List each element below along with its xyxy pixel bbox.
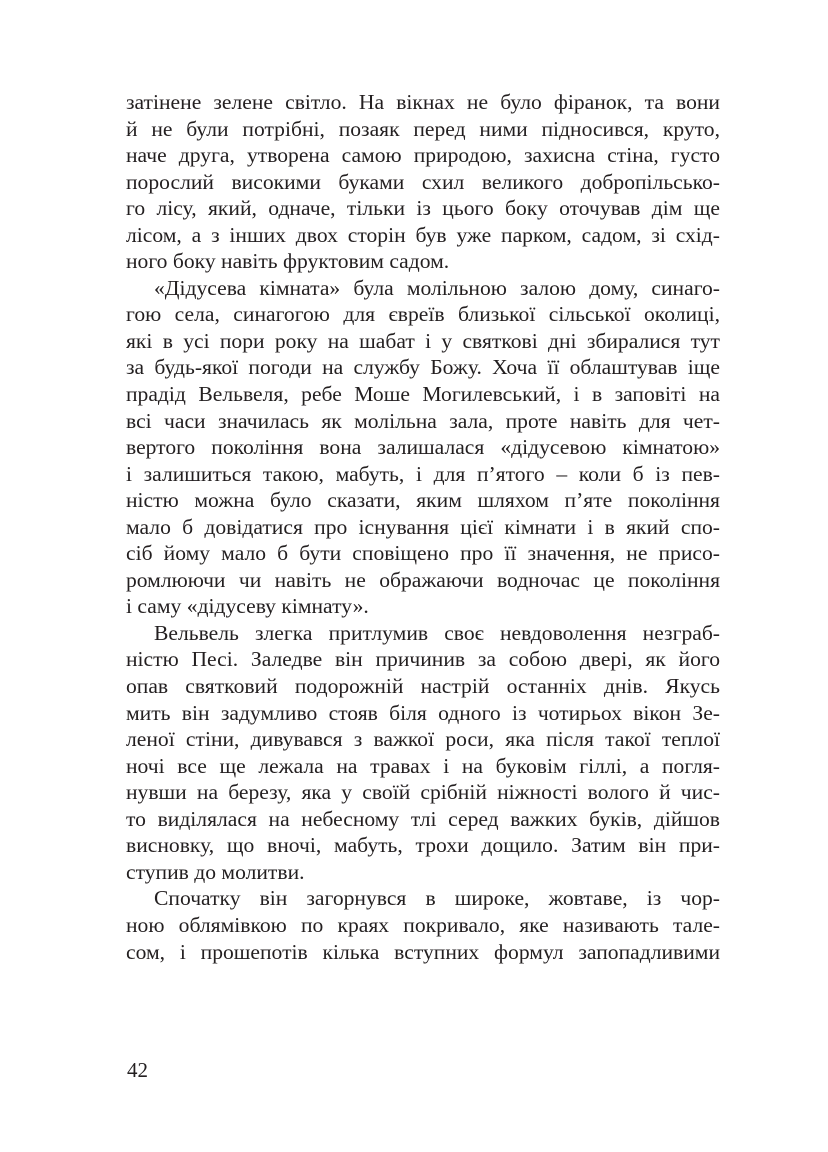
text-line: які в усі пори року на шабат і у святкові дні збиралися тут bbox=[126, 328, 720, 353]
page-number: 42 bbox=[127, 1058, 148, 1082]
text-line: ністю Песі. Заледве він причинив за собою двері, як його bbox=[126, 647, 720, 672]
text-line: то виділялася на небесному тлі серед важких буків, дійшов bbox=[126, 806, 720, 831]
text-line: ністю можна було сказати, яким шляхом п’яте покоління bbox=[126, 488, 720, 513]
text-line: гою села, синагогою для євреїв близької сільської околиці, bbox=[126, 302, 720, 327]
text-line: затінене зелене світло. На вікнах не було фіранок, та вони bbox=[126, 90, 720, 114]
text-line: й не були потрібні, позаяк перед ними підносився, круто, bbox=[126, 116, 720, 141]
text-line: го лісу, який, одначе, тільки із цього боку оточував дім ще bbox=[126, 196, 720, 221]
text-line: лісом, а з інших двох сторін був уже парком, садом, зі схід- bbox=[126, 222, 720, 247]
text-line: ночі все ще лежала на травах і на буковім гіллі, а погля- bbox=[126, 753, 720, 778]
text-line: вертого покоління вона залишалася «дідусевою кімнатою» bbox=[126, 435, 720, 460]
text-line: порослий високими буками схил великого добропільсько- bbox=[126, 169, 720, 194]
text-line: і залишиться такою, мабуть, і для п’ятого – коли б із пев- bbox=[126, 461, 720, 486]
text-line: і саму «дідусеву кімнату». bbox=[126, 594, 369, 619]
page-body-text bbox=[126, 89, 720, 965]
text-line: «Дідусева кімната» була молільною залою дому, синаго- bbox=[154, 275, 720, 300]
text-line: мало б довідатися про існування цієї кімнати і в який спо- bbox=[126, 514, 720, 539]
text-line: прадід Вельвеля, ребе Моше Могилевський, і в заповіті на bbox=[126, 382, 720, 407]
text-line: сом, і прошепотів кілька вступних формул запопадливими bbox=[126, 939, 720, 964]
text-line: висновку, що вночі, мабуть, трохи дощило. Затим він при- bbox=[126, 833, 720, 858]
text-line: ною облямівкою по краях покривало, яке називають тале- bbox=[126, 912, 720, 937]
text-line: ступив до молитви. bbox=[126, 859, 305, 884]
text-line: ного боку навіть фруктовим садом. bbox=[126, 249, 450, 274]
text-line: нувши на березу, яка у своїй срібній ніжності волого й чис- bbox=[126, 780, 720, 805]
paragraph-1 bbox=[126, 89, 720, 275]
text-line: Вельвель злегка притлумив своє невдоволення незграб- bbox=[154, 620, 720, 645]
text-line: всі часи значилась як молільна зала, проте навіть для чет- bbox=[126, 408, 720, 433]
text-line: Спочатку він загорнувся в широке, жовтаве, із чор- bbox=[154, 886, 720, 911]
text-line: за будь-якої погоди на службу Божу. Хоча її облаштував іще bbox=[126, 355, 720, 380]
text-line: леної стіни, дивувався з важкої роси, яка після такої теплої bbox=[126, 727, 720, 752]
paragraph-4 bbox=[126, 885, 720, 965]
paragraph-2 bbox=[126, 275, 720, 620]
text-line: наче друга, утворена самою природою, захисна стіна, густо bbox=[126, 143, 720, 168]
text-line: ромлюючи чи навіть не ображаючи водночас це покоління bbox=[126, 567, 720, 592]
paragraph-3 bbox=[126, 620, 720, 885]
text-line: опав святковий подорожній настрій останніх днів. Якусь bbox=[126, 674, 720, 699]
text-line: мить він задумливо стояв біля одного із чотирьох вікон Зе- bbox=[126, 700, 720, 725]
text-line: сіб йому мало б бути сповіщено про її значення, не присо- bbox=[126, 541, 720, 566]
